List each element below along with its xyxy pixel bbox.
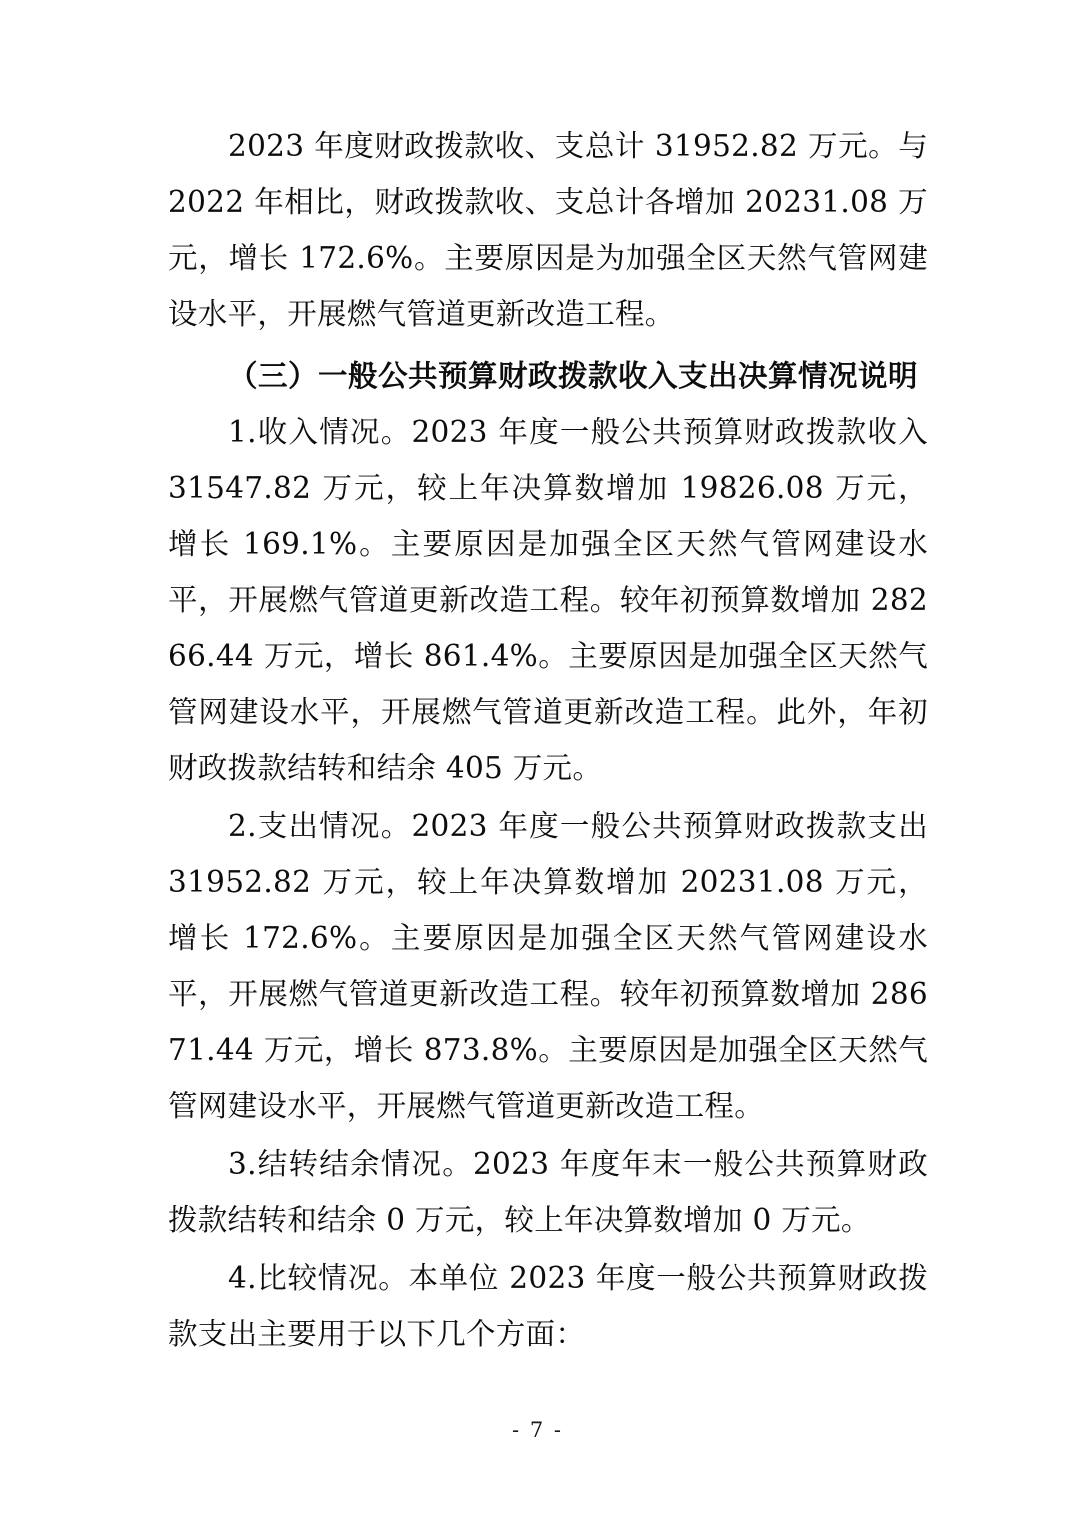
paragraph-comparison-situation: 4.比较情况。本单位 2023 年度一般公共预算财政拨款支出主要用于以下几个方面： <box>168 1261 928 1351</box>
paragraph-carryover-balance: 3.结转结余情况。2023 年度年末一般公共预算财政拨款结转和结余 0 万元，较上年决算数增加 0 万元。 <box>168 1147 928 1237</box>
document-body <box>168 118 928 1362</box>
page-number: - 7 - <box>512 1418 563 1442</box>
section-heading-general-budget: （三）一般公共预算财政拨款收入支出决算情况说明 <box>228 358 919 393</box>
paragraph-financial-total: 2023 年度财政拨款收、支总计 31952.82 万元。与 2022 年相比，财政拨款收、支总计各增加 20231.08 万元，增长 172.6%。主要原因是为加强全区天然气管网建设水平，开展燃气管道更新改造工程。 <box>168 129 928 331</box>
paragraph-expenditure-situation: 2.支出情况。2023 年度一般公共预算财政拨款支出 31952.82 万元，较上年决算数增加 20231.08 万元，增长 172.6%。主要原因是加强全区天然气管网建设水平，开展燃气管道更新改造工程。较年初预算数增加 28671.44 万元，增长 873.8%。主要原因是加强全区天然气管网建设水平，开展燃气管道更新改造工程。 <box>168 809 928 1123</box>
paragraph-income-situation: 1.收入情况。2023 年度一般公共预算财政拨款收入 31547.82 万元，较上年决算数增加 19826.08 万元，增长 169.1%。主要原因是加强全区天然气管网建设水平，开展燃气管道更新改造工程。较年初预算数增加 28266.44 万元，增长 861.4%。主要原因是加强全区天然气管网建设水平，开展燃气管道更新改造工程。此外，年初财政拨款结转和结余 405 万元。 <box>168 415 928 785</box>
